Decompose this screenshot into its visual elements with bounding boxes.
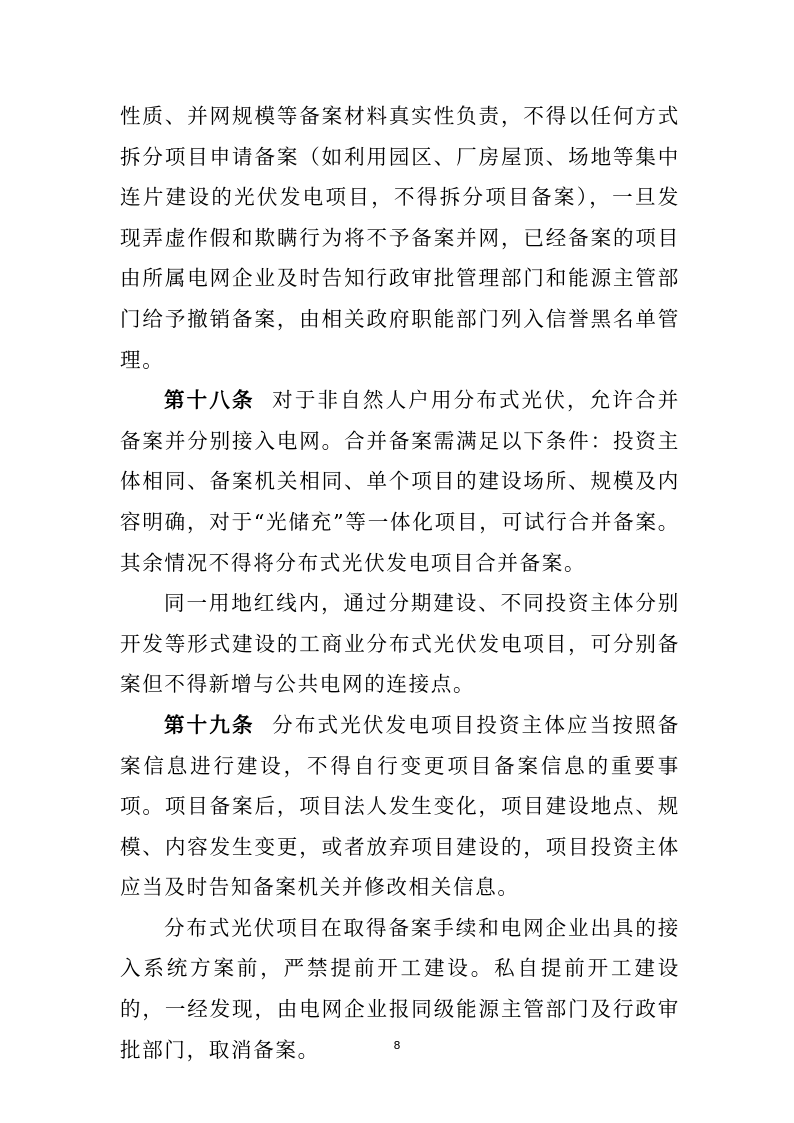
paragraph-text: 分布式光伏发电项目投资主体应当按照备案信息进行建设，不得自行变更项目备案信息的重要事项。项目备案后，项目法人发生变化，项目建设地点、规模、内容发生变更，或者放弃项目建设的，项目投资主体应当及时告知备案机关并修改相关信息。 [120,712,680,900]
paragraph-same-land [120,583,680,705]
article-number: 第十九条 [164,712,255,737]
page-number: 8 [393,1039,401,1052]
paragraph-text: 分布式光伏项目在取得备案手续和电网企业出具的接入系统方案前，严禁提前开工建设。私自提前开工建设的，一经发现，由电网企业报同级能源主管部门及行政审批部门，取消备案。 [120,915,680,1062]
document-body [120,96,680,1070]
paragraph-text: 对于非自然人户用分布式光伏，允许合并备案并分别接入电网。合并备案需满足以下条件：投资主体相同、备案机关相同、单个项目的建设场所、规模及内容明确，对于“光储充”等一体化项目，可试行合并备案。其余情况不得将分布式光伏发电项目合并备案。 [120,388,680,575]
paragraph-article-19 [120,705,680,908]
paragraph-article-18 [120,380,680,583]
paragraph-text: 性质、并网规模等备案材料真实性负责，不得以任何方式拆分项目申请备案（如利用园区、厂房屋顶、场地等集中连片建设的光伏发电项目，不得拆分项目备案），一旦发现弄虚作假和欺瞒行为将不予备案并网，已经备案的项目由所属电网企业及时告知行政审批管理部门和能源主管部门给予撤销备案，由相关政府职能部门列入信誉黑名单管理。 [120,104,680,372]
paragraph-continued [120,96,680,380]
article-number: 第十八条 [164,388,255,413]
paragraph-text: 同一用地红线内，通过分期建设、不同投资主体分别开发等形式建设的工商业分布式光伏发电项目，可分别备案但不得新增与公共电网的连接点。 [120,591,680,697]
